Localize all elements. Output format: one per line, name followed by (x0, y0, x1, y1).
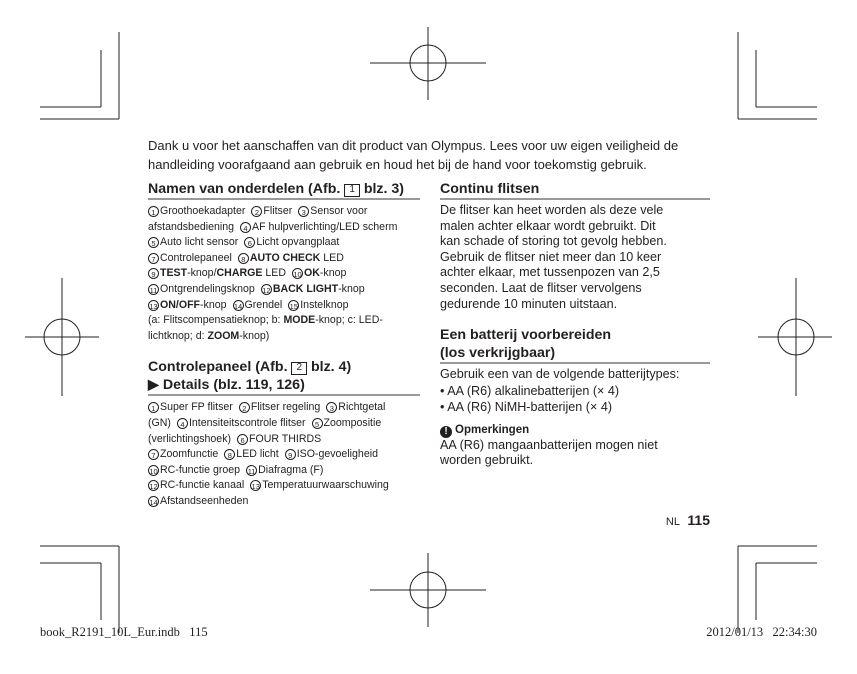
battery-item-text: AA (R6) alkalinebatterijen (× 4) (447, 383, 620, 398)
circled-number: 13 (149, 301, 158, 311)
item-text: Flitser (263, 205, 293, 217)
item-text: Temperatuurwaarschuwing (262, 479, 389, 492)
parts-underline (148, 198, 420, 200)
continu-underline (440, 198, 710, 200)
parts-fig-number: 1 (344, 184, 360, 197)
exclamation-icon: ! (440, 426, 452, 438)
circled-number: 10 (149, 466, 158, 476)
item-text: AF hulpverlichting/LED scherm (252, 220, 398, 233)
item-text: FOUR THIRDS (249, 432, 322, 445)
continu-line: achter elkaar, met tussenpozen van 2,5 (440, 265, 660, 280)
right-column (440, 180, 710, 469)
control-title: Controlepaneel (Afb. (148, 359, 288, 376)
item-text: Auto licht sensor (160, 236, 239, 249)
item-text: lichtknop; d: (148, 329, 208, 342)
item-text: Zoomfunctie (160, 448, 219, 461)
circled-number: 12 (262, 285, 271, 295)
item-text: Super FP flitser (160, 401, 233, 414)
circled-number: 9 (285, 449, 296, 460)
circled-number: 3 (298, 206, 309, 217)
key-label: OK (304, 267, 320, 280)
battery-heading-2: (los verkrijgbaar) (440, 345, 556, 362)
circled-number: 11 (247, 466, 256, 476)
continu-line: De flitser kan heet worden als deze vele (440, 203, 664, 217)
notes-text (440, 438, 710, 469)
key-label: ON/OFF (160, 298, 201, 311)
list-line (148, 235, 420, 251)
circled-number: 9 (148, 268, 159, 279)
parts-heading (148, 180, 420, 198)
item-text: ISO-gevoeligheid (296, 448, 378, 461)
item-text: -knop) (239, 329, 270, 342)
circled-number: 7 (148, 449, 159, 460)
list-line (148, 282, 420, 298)
battery-underline (440, 362, 710, 364)
circled-number: 15 (289, 301, 298, 311)
list-line (148, 400, 420, 416)
item-text: RC-functie kanaal (160, 479, 245, 492)
circled-number: 1 (148, 206, 159, 217)
page-number: 115 (687, 512, 710, 528)
item-text: LED (262, 267, 287, 280)
circled-number: 2 (239, 402, 250, 413)
circled-number: 1 (148, 402, 159, 413)
circled-number: 4 (177, 418, 188, 429)
footer-timestamp: 2012/01/13 22:34:30 (706, 625, 817, 639)
circled-number: 13 (251, 482, 260, 492)
battery-item (440, 399, 710, 415)
item-text: Afstandseenheden (160, 494, 249, 507)
battery-intro: Gebruik een van de volgende batterijtypes: (440, 367, 680, 382)
circled-number: 2 (251, 206, 262, 217)
footer-file: book_R2191_10L_Eur.indb 115 (40, 625, 208, 639)
list-line (148, 220, 420, 236)
continu-line: gedurende 10 minuten uitstaan. (440, 296, 618, 311)
item-text: Licht opvangplaat (256, 236, 340, 249)
circled-number: 6 (244, 237, 255, 248)
key-label: TEST (160, 267, 188, 280)
list-line (148, 478, 420, 494)
list-line (148, 447, 420, 463)
control-heading (148, 358, 420, 376)
continu-line: Gebruik de flitser niet meer dan 10 keer (440, 249, 662, 264)
continu-line: kan schade of storing tot gevolg hebben. (440, 234, 667, 249)
item-text: Zoompositie (323, 416, 382, 429)
item-text: (GN) (148, 416, 171, 429)
battery-list (440, 383, 710, 415)
control-list (148, 400, 420, 509)
left-column (148, 180, 420, 510)
key-label: ZOOM (207, 329, 240, 342)
key-label: MODE (283, 314, 316, 327)
key-label: CHARGE (216, 267, 263, 280)
list-line (148, 251, 420, 267)
item-text: Groothoekadapter (160, 205, 246, 217)
circled-number: 10 (293, 270, 302, 280)
notes-title: Opmerkingen (455, 423, 530, 436)
item-text: Instelknop (300, 298, 349, 311)
circled-number: 8 (224, 449, 235, 460)
battery-item (440, 383, 710, 399)
bullet: • (440, 399, 448, 414)
parts-list (148, 204, 420, 344)
item-text: afstandsbediening (148, 220, 234, 233)
battery-item-text: AA (R6) NiMH-batterijen (× 4) (447, 399, 613, 414)
continu-heading: Continu flitsen (440, 181, 540, 197)
item-text: Sensor voor (310, 205, 368, 217)
list-line (148, 298, 420, 314)
item-text: Controlepaneel (160, 251, 232, 264)
item-text: LED licht (236, 448, 279, 461)
item-text: Grendel (244, 298, 283, 311)
continu-text (440, 203, 710, 312)
item-text: -knop (319, 267, 347, 280)
parts-page-ref: blz. 3) (363, 181, 405, 197)
notes-heading (440, 423, 710, 438)
list-line (148, 204, 420, 220)
circled-number: 8 (238, 253, 249, 264)
details-ref: ▶ Details (blz. 119, 126) (148, 377, 305, 394)
list-line (148, 313, 420, 329)
list-line (148, 329, 420, 345)
intro-paragraph: Dank u voor het aanschaffen van dit product van Olympus. Lees voor uw eigen veiligheid de handleiding voorafgaand aan gebruik en houd het bij de hand voor toekomstig gebruik. (148, 138, 679, 172)
item-text: (a: Flitscompensatieknop; b: (148, 314, 284, 327)
list-line (148, 416, 420, 432)
notes-line: worden gebruikt. (440, 453, 534, 468)
item-text: LED (320, 251, 344, 264)
control-page-ref: blz. 4) (310, 359, 352, 376)
control-underline (148, 394, 420, 396)
list-line (148, 463, 420, 479)
circled-number: 4 (240, 222, 251, 233)
item-text: -knop (200, 298, 227, 311)
battery-heading-1: Een batterij voorbereiden (440, 327, 612, 344)
item-text: -knop/ (187, 267, 217, 280)
notes-line: AA (R6) mangaanbatterijen mogen niet (440, 437, 658, 452)
bullet: • (440, 383, 448, 398)
key-label: AUTO CHECK (249, 251, 321, 264)
circled-number: 5 (312, 418, 323, 429)
circled-number: 3 (326, 402, 337, 413)
control-fig-number: 2 (291, 362, 307, 375)
circled-number: 11 (149, 285, 158, 295)
circled-number: 14 (149, 497, 158, 507)
continu-line: seconden. Laat de flitser vervolgens (440, 280, 642, 295)
item-text: Diafragma (F) (258, 463, 324, 476)
circled-number: 7 (148, 253, 159, 264)
list-line (148, 266, 420, 282)
item-text: Flitser regeling (250, 401, 321, 414)
circled-number: 6 (237, 434, 248, 445)
key-label: BACK LIGHT (272, 282, 339, 295)
circled-number: 5 (148, 237, 159, 248)
item-text: Ontgrendelingsknop (160, 282, 255, 295)
item-text: Intensiteitscontrole flitser (188, 416, 306, 429)
page-number-block (650, 512, 710, 530)
item-text: -knop (338, 282, 365, 295)
parts-title: Namen van onderdelen (Afb. (148, 181, 341, 197)
continu-line: malen achter elkaar wordt gebruikt. Dit (440, 218, 656, 233)
list-line (148, 432, 420, 448)
item-text: RC-functie groep (160, 463, 241, 476)
item-text: (verlichtingshoek) (148, 432, 232, 445)
item-text: Richtgetal (338, 401, 386, 414)
list-line (148, 494, 420, 510)
language-code: NL (665, 516, 680, 528)
circled-number: 14 (233, 301, 243, 311)
item-text: -knop; c: LED- (315, 314, 383, 327)
circled-number: 12 (149, 482, 158, 492)
